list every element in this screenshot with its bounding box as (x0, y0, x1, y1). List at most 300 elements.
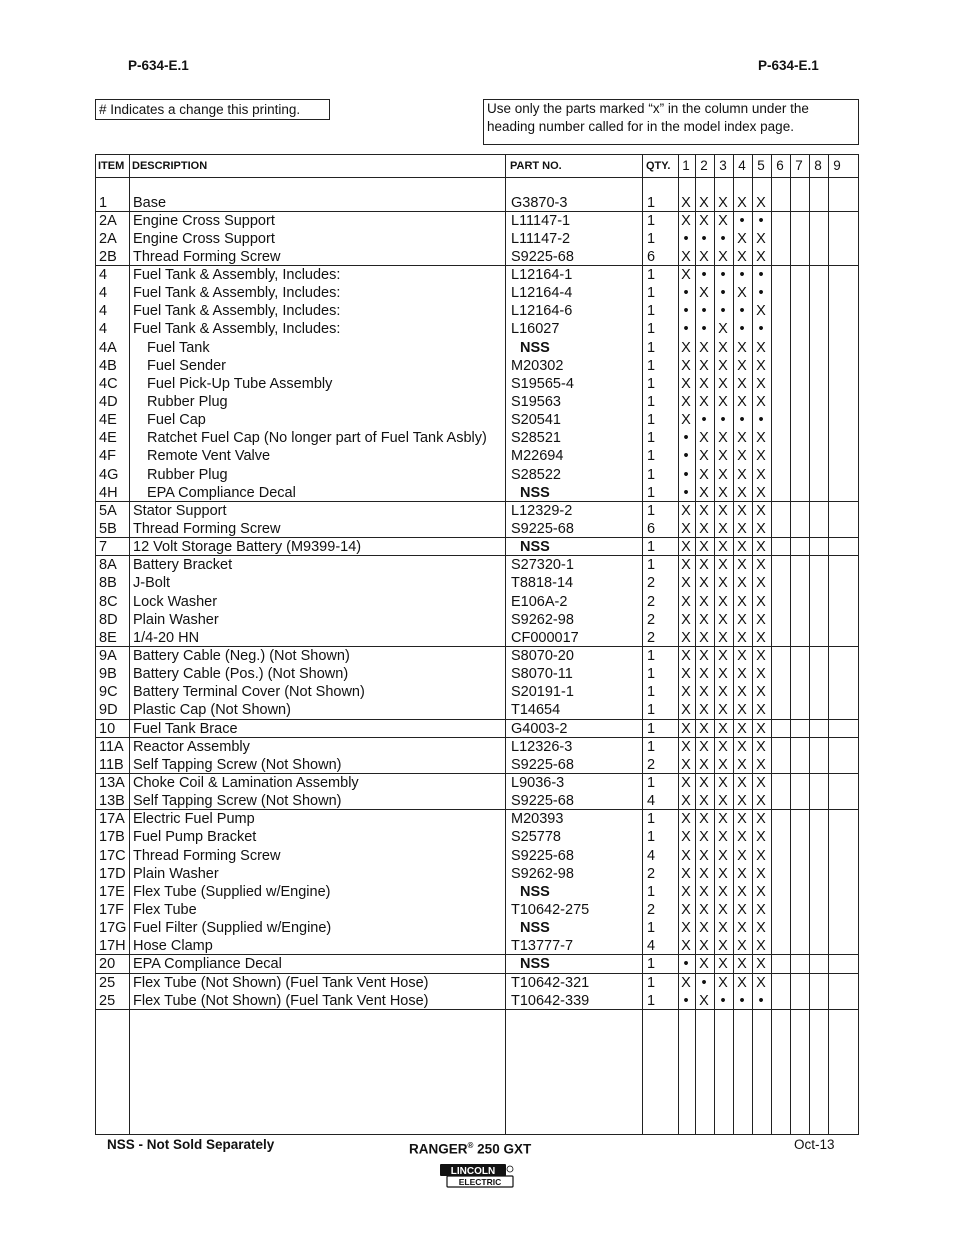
usage-note-line2: heading number called for in the model index page. (487, 119, 794, 134)
row-item-number: 8A (99, 557, 117, 574)
row-model-mark-1: X (681, 756, 691, 773)
col-header-item: ITEM (98, 160, 125, 172)
group-rule (96, 211, 858, 212)
row-quantity: 6 (647, 248, 656, 265)
row-quantity: 2 (647, 593, 656, 610)
row-description: Thread Forming Screw (133, 847, 281, 864)
row-item-number: 4G (99, 466, 119, 483)
row-model-mark-5: X (756, 756, 766, 773)
row-model-mark-1: X (681, 648, 691, 664)
row-model-mark-1: X (681, 974, 691, 991)
row-quantity: 1 (647, 466, 656, 483)
logo-bottom-text: ELECTRIC (458, 1177, 502, 1187)
group-rule (96, 265, 858, 266)
row-model-mark-2: X (699, 666, 709, 683)
row-item-number: 9A (99, 648, 117, 664)
row-model-mark-4: X (737, 230, 747, 247)
row-quantity: 1 (647, 212, 656, 229)
row-description: Stator Support (133, 502, 227, 519)
col-header-model-1: 1 (682, 158, 690, 173)
row-quantity: 1 (647, 974, 656, 991)
row-description: Flex Tube (133, 901, 197, 918)
row-quantity: 4 (647, 793, 656, 810)
row-model-mark-4: X (737, 357, 747, 374)
row-model-mark-4: X (737, 974, 747, 991)
group-rule (96, 537, 858, 538)
row-item-number: 8E (99, 629, 117, 646)
row-model-mark-3: X (718, 448, 728, 465)
row-model-mark-5: X (756, 230, 766, 247)
row-quantity: 2 (647, 901, 656, 918)
row-quantity: 6 (647, 521, 656, 538)
row-description: Lock Washer (133, 593, 218, 610)
row-model-mark-2: X (699, 720, 709, 737)
row-model-mark-2: X (699, 466, 709, 483)
row-model-mark-2: X (699, 448, 709, 465)
row-item-number: 13B (99, 793, 125, 810)
row-model-mark-5: X (756, 629, 766, 646)
row-quantity: 1 (647, 956, 656, 973)
row-description: Reactor Assembly (133, 738, 250, 755)
row-model-mark-5: • (758, 212, 764, 229)
row-model-mark-5: X (756, 521, 766, 538)
row-model-mark-1: • (683, 466, 689, 483)
row-model-mark-2: • (701, 412, 707, 429)
row-part-number: S9225-68 (511, 521, 574, 538)
row-model-mark-1: X (681, 212, 691, 229)
row-item-number: 17G (99, 920, 127, 937)
row-description: Base (133, 194, 167, 211)
row-model-mark-3: X (718, 248, 728, 265)
row-model-mark-2: • (701, 303, 707, 320)
group-rule (96, 555, 858, 556)
row-model-mark-2: X (699, 811, 709, 828)
row-model-mark-4: X (737, 811, 747, 828)
row-model-mark-1: X (681, 811, 691, 828)
row-model-mark-3: • (720, 285, 726, 302)
row-model-mark-5: X (756, 648, 766, 664)
row-description: Thread Forming Screw (133, 521, 281, 538)
row-model-mark-3: X (718, 811, 728, 828)
row-model-mark-2: X (699, 920, 709, 937)
col-header-model-6: 6 (776, 158, 784, 173)
row-quantity: 1 (647, 194, 656, 211)
row-item-number: 11A (99, 738, 124, 755)
row-model-mark-3: X (718, 756, 728, 773)
row-model-mark-5: X (756, 357, 766, 374)
row-model-mark-3: X (718, 575, 728, 592)
row-model-mark-5: X (756, 502, 766, 519)
row-item-number: 2A (99, 212, 117, 229)
row-quantity: 1 (647, 648, 656, 664)
row-model-mark-4: X (737, 920, 747, 937)
row-part-number: S8070-20 (511, 648, 574, 664)
row-description: Flex Tube (Not Shown) (Fuel Tank Vent Hose) (133, 974, 429, 991)
row-description: Self Tapping Screw (Not Shown) (133, 756, 342, 773)
row-model-mark-3: • (720, 230, 726, 247)
row-quantity: 1 (647, 738, 656, 755)
row-model-mark-3: • (720, 267, 726, 284)
row-model-mark-5: X (756, 194, 766, 211)
header-left-code: P-634-E.1 (128, 58, 189, 73)
footer-model-name: RANGER (409, 1141, 468, 1157)
row-description: Thread Forming Screw (133, 248, 281, 265)
row-model-mark-2: X (699, 575, 709, 592)
row-model-mark-5: X (756, 702, 766, 719)
row-description: Engine Cross Support (133, 212, 275, 229)
row-model-mark-5: X (756, 539, 766, 556)
row-quantity: 1 (647, 666, 656, 683)
row-model-mark-4: X (737, 720, 747, 737)
row-model-mark-1: X (681, 920, 691, 937)
row-quantity: 1 (647, 992, 656, 1009)
row-model-mark-3: X (718, 738, 728, 755)
row-quantity: 1 (647, 357, 656, 374)
row-model-mark-4: X (737, 738, 747, 755)
row-part-number: T14654 (511, 702, 561, 719)
col-divider-m6 (790, 155, 791, 1134)
row-model-mark-4: X (737, 756, 747, 773)
footer-model-suffix: 250 GXT (473, 1141, 532, 1157)
row-model-mark-2: X (699, 829, 709, 846)
row-item-number: 17H (99, 938, 126, 955)
row-part-number: T10642-339 (511, 992, 590, 1009)
group-rule (96, 809, 858, 810)
row-model-mark-2: X (699, 557, 709, 574)
row-part-number: NSS (520, 539, 550, 556)
row-part-number: S9225-68 (511, 793, 574, 810)
row-part-number: L12326-3 (511, 738, 573, 755)
row-description: Flex Tube (Not Shown) (Fuel Tank Vent Hose) (133, 992, 429, 1009)
col-divider-desc (505, 155, 506, 1134)
row-model-mark-3: X (718, 648, 728, 664)
row-description: Battery Cable (Pos.) (Not Shown) (133, 666, 349, 683)
row-model-mark-3: X (718, 611, 728, 628)
row-quantity: 1 (647, 285, 656, 302)
row-quantity: 4 (647, 938, 656, 955)
registered-mark: ® (467, 1141, 474, 1150)
row-model-mark-5: X (756, 865, 766, 882)
row-model-mark-1: X (681, 194, 691, 211)
row-model-mark-2: X (699, 992, 709, 1009)
row-model-mark-2: X (699, 212, 709, 229)
footer-model (409, 1141, 531, 1157)
row-model-mark-2: X (699, 702, 709, 719)
row-model-mark-1: X (681, 375, 691, 392)
logo-top-text: LINCOLN (450, 1166, 496, 1177)
row-model-mark-4: X (737, 466, 747, 483)
row-item-number: 17A (99, 811, 125, 828)
row-model-mark-4: X (737, 865, 747, 882)
lincoln-electric-logo (439, 1163, 515, 1189)
row-description: Fuel Tank & Assembly, Includes: (133, 285, 341, 302)
row-part-number: L11147-1 (511, 212, 571, 229)
row-quantity: 1 (647, 684, 656, 701)
row-model-mark-4: X (737, 956, 747, 973)
row-model-mark-2: X (699, 684, 709, 701)
row-model-mark-5: X (756, 938, 766, 955)
row-quantity: 1 (647, 811, 656, 828)
row-model-mark-2: X (699, 593, 709, 610)
row-model-mark-3: X (718, 521, 728, 538)
row-description: 1/4-20 HN (133, 629, 200, 646)
row-item-number: 5B (99, 521, 117, 538)
row-model-mark-2: • (701, 230, 707, 247)
row-model-mark-4: X (737, 938, 747, 955)
row-model-mark-3: X (718, 539, 728, 556)
row-model-mark-3: X (718, 629, 728, 646)
row-part-number: S28521 (511, 430, 561, 447)
row-quantity: 1 (647, 774, 656, 791)
header-rule (96, 177, 858, 178)
row-model-mark-1: X (681, 339, 691, 356)
row-model-mark-2: • (701, 321, 707, 338)
row-quantity: 2 (647, 756, 656, 773)
row-item-number: 1 (99, 194, 108, 211)
row-quantity: 1 (647, 883, 656, 900)
row-model-mark-2: X (699, 539, 709, 556)
nss-note: NSS - Not Sold Separately (107, 1137, 275, 1152)
row-part-number: NSS (520, 920, 550, 937)
row-item-number: 4A (99, 339, 117, 356)
row-model-mark-3: X (718, 938, 728, 955)
row-model-mark-4: X (737, 539, 747, 556)
row-part-number: NSS (520, 883, 550, 900)
row-model-mark-1: X (681, 793, 691, 810)
row-item-number: 13A (99, 774, 125, 791)
row-model-mark-5: • (758, 992, 764, 1009)
row-quantity: 1 (647, 539, 656, 556)
row-model-mark-3: X (718, 883, 728, 900)
col-header-part-no: PART NO. (510, 160, 562, 172)
row-part-number: T8818-14 (511, 575, 574, 592)
row-model-mark-2: X (699, 901, 709, 918)
col-header-model-9: 9 (833, 158, 841, 173)
row-model-mark-4: X (737, 774, 747, 791)
row-model-mark-2: X (699, 194, 709, 211)
row-description: Battery Cable (Neg.) (Not Shown) (133, 648, 350, 664)
row-part-number: S9225-68 (511, 847, 574, 864)
row-item-number: 8D (99, 611, 118, 628)
row-part-number: M20393 (511, 811, 564, 828)
col-header-qty: QTY. (646, 160, 671, 172)
row-quantity: 1 (647, 502, 656, 519)
row-model-mark-2: X (699, 611, 709, 628)
row-model-mark-1: • (683, 230, 689, 247)
row-description: Fuel Tank Brace (133, 720, 238, 737)
row-part-number: L11147-2 (511, 230, 571, 247)
row-model-mark-5: X (756, 920, 766, 937)
row-model-mark-4: • (739, 267, 745, 284)
row-item-number: 4H (99, 484, 118, 501)
row-model-mark-1: • (683, 321, 689, 338)
row-model-mark-1: X (681, 629, 691, 646)
row-part-number: L12329-2 (511, 502, 573, 519)
row-model-mark-4: X (737, 375, 747, 392)
row-model-mark-1: • (683, 285, 689, 302)
row-item-number: 25 (99, 992, 116, 1009)
row-model-mark-3: • (720, 303, 726, 320)
row-model-mark-3: X (718, 466, 728, 483)
row-model-mark-1: X (681, 248, 691, 265)
row-quantity: 1 (647, 375, 656, 392)
row-item-number: 17E (99, 883, 125, 900)
row-part-number: S9225-68 (511, 248, 574, 265)
row-part-number: S8070-11 (511, 666, 573, 683)
row-description: Remote Vent Valve (147, 448, 271, 465)
row-model-mark-2: X (699, 883, 709, 900)
row-description: Fuel Filter (Supplied w/Engine) (133, 920, 332, 937)
col-header-model-3: 3 (719, 158, 727, 173)
row-item-number: 4F (99, 448, 116, 465)
row-model-mark-4: X (737, 702, 747, 719)
row-part-number: L12164-1 (511, 267, 573, 284)
row-model-mark-1: X (681, 557, 691, 574)
row-description: Ratchet Fuel Cap (No longer part of Fuel Tank Asbly) (147, 430, 487, 447)
col-header-description: DESCRIPTION (132, 160, 208, 172)
row-model-mark-3: X (718, 666, 728, 683)
row-model-mark-1: • (683, 484, 689, 501)
row-description: Battery Bracket (133, 557, 233, 574)
row-description: Engine Cross Support (133, 230, 275, 247)
row-quantity: 1 (647, 430, 656, 447)
row-part-number: NSS (520, 956, 550, 973)
row-description: Fuel Tank & Assembly, Includes: (133, 267, 341, 284)
row-quantity: 1 (647, 339, 656, 356)
row-description: Rubber Plug (147, 466, 228, 483)
row-model-mark-4: X (737, 394, 747, 411)
row-description: Plastic Cap (Not Shown) (133, 702, 291, 719)
row-part-number: CF000017 (511, 629, 579, 646)
col-header-model-5: 5 (757, 158, 765, 173)
row-model-mark-4: • (739, 303, 745, 320)
row-model-mark-5: X (756, 847, 766, 864)
row-model-mark-2: • (701, 267, 707, 284)
row-model-mark-2: X (699, 629, 709, 646)
usage-note-line1: Use only the parts marked “x” in the column under the (487, 101, 809, 116)
row-model-mark-5: X (756, 684, 766, 701)
row-description: Fuel Sender (147, 357, 226, 374)
row-model-mark-4: X (737, 883, 747, 900)
row-quantity: 1 (647, 394, 656, 411)
row-quantity: 1 (647, 702, 656, 719)
row-part-number: NSS (520, 339, 550, 356)
group-rule (96, 646, 858, 647)
row-item-number: 4 (99, 321, 108, 338)
row-model-mark-2: X (699, 793, 709, 810)
row-model-mark-2: X (699, 248, 709, 265)
row-part-number: T10642-275 (511, 901, 590, 918)
row-model-mark-1: X (681, 774, 691, 791)
row-model-mark-5: • (758, 412, 764, 429)
row-model-mark-5: X (756, 829, 766, 846)
row-model-mark-1: X (681, 539, 691, 556)
footer-date: Oct-13 (794, 1137, 835, 1152)
col-divider-part (642, 155, 643, 1134)
row-part-number: S9225-68 (511, 756, 574, 773)
row-part-number: S25778 (511, 829, 561, 846)
row-model-mark-1: • (683, 448, 689, 465)
row-part-number: NSS (520, 484, 550, 501)
row-model-mark-3: X (718, 321, 728, 338)
row-model-mark-4: X (737, 684, 747, 701)
row-model-mark-4: X (737, 557, 747, 574)
parts-table (95, 154, 859, 1135)
row-item-number: 7 (99, 539, 108, 556)
row-description: Fuel Cap (147, 412, 206, 429)
row-item-number: 17C (99, 847, 126, 864)
row-model-mark-3: X (718, 502, 728, 519)
row-model-mark-3: X (718, 484, 728, 501)
row-part-number: G3870-3 (511, 194, 568, 211)
row-model-mark-3: X (718, 920, 728, 937)
row-model-mark-5: X (756, 466, 766, 483)
row-model-mark-2: X (699, 357, 709, 374)
row-model-mark-4: X (737, 829, 747, 846)
row-item-number: 17B (99, 829, 125, 846)
row-model-mark-3: X (718, 194, 728, 211)
row-part-number: T13777-7 (511, 938, 574, 955)
row-item-number: 4C (99, 375, 118, 392)
header-right-code: P-634-E.1 (758, 58, 819, 73)
row-model-mark-5: X (756, 956, 766, 973)
row-model-mark-3: X (718, 212, 728, 229)
row-item-number: 17F (99, 901, 124, 918)
row-quantity: 4 (647, 847, 656, 864)
row-model-mark-1: X (681, 267, 691, 284)
row-description: Electric Fuel Pump (133, 811, 255, 828)
row-description: Self Tapping Screw (Not Shown) (133, 793, 342, 810)
row-item-number: 5A (99, 502, 117, 519)
row-description: 12 Volt Storage Battery (M9399-14) (133, 539, 362, 556)
row-model-mark-2: X (699, 502, 709, 519)
row-part-number: S28522 (511, 466, 561, 483)
row-model-mark-3: X (718, 375, 728, 392)
row-quantity: 1 (647, 303, 656, 320)
row-model-mark-2: X (699, 847, 709, 864)
row-model-mark-4: X (737, 248, 747, 265)
row-model-mark-5: X (756, 720, 766, 737)
row-item-number: 20 (99, 956, 116, 973)
group-rule (96, 737, 858, 738)
row-model-mark-1: X (681, 702, 691, 719)
row-quantity: 1 (647, 267, 656, 284)
row-item-number: 25 (99, 974, 116, 991)
row-model-mark-2: • (701, 974, 707, 991)
row-quantity: 1 (647, 829, 656, 846)
row-item-number: 4 (99, 267, 108, 284)
row-model-mark-1: X (681, 575, 691, 592)
row-model-mark-5: X (756, 394, 766, 411)
row-model-mark-1: X (681, 684, 691, 701)
row-quantity: 1 (647, 321, 656, 338)
row-model-mark-2: X (699, 648, 709, 664)
row-model-mark-2: X (699, 956, 709, 973)
row-description: Fuel Tank & Assembly, Includes: (133, 303, 341, 320)
row-model-mark-5: X (756, 303, 766, 320)
row-model-mark-3: X (718, 339, 728, 356)
row-model-mark-1: X (681, 847, 691, 864)
group-rule (96, 501, 858, 502)
group-rule (96, 719, 858, 720)
row-model-mark-3: X (718, 720, 728, 737)
row-model-mark-4: X (737, 611, 747, 628)
row-description: Fuel Pick-Up Tube Assembly (147, 375, 333, 392)
row-item-number: 4D (99, 394, 118, 411)
row-model-mark-1: X (681, 412, 691, 429)
row-description: Fuel Tank (147, 339, 210, 356)
row-model-mark-3: X (718, 829, 728, 846)
